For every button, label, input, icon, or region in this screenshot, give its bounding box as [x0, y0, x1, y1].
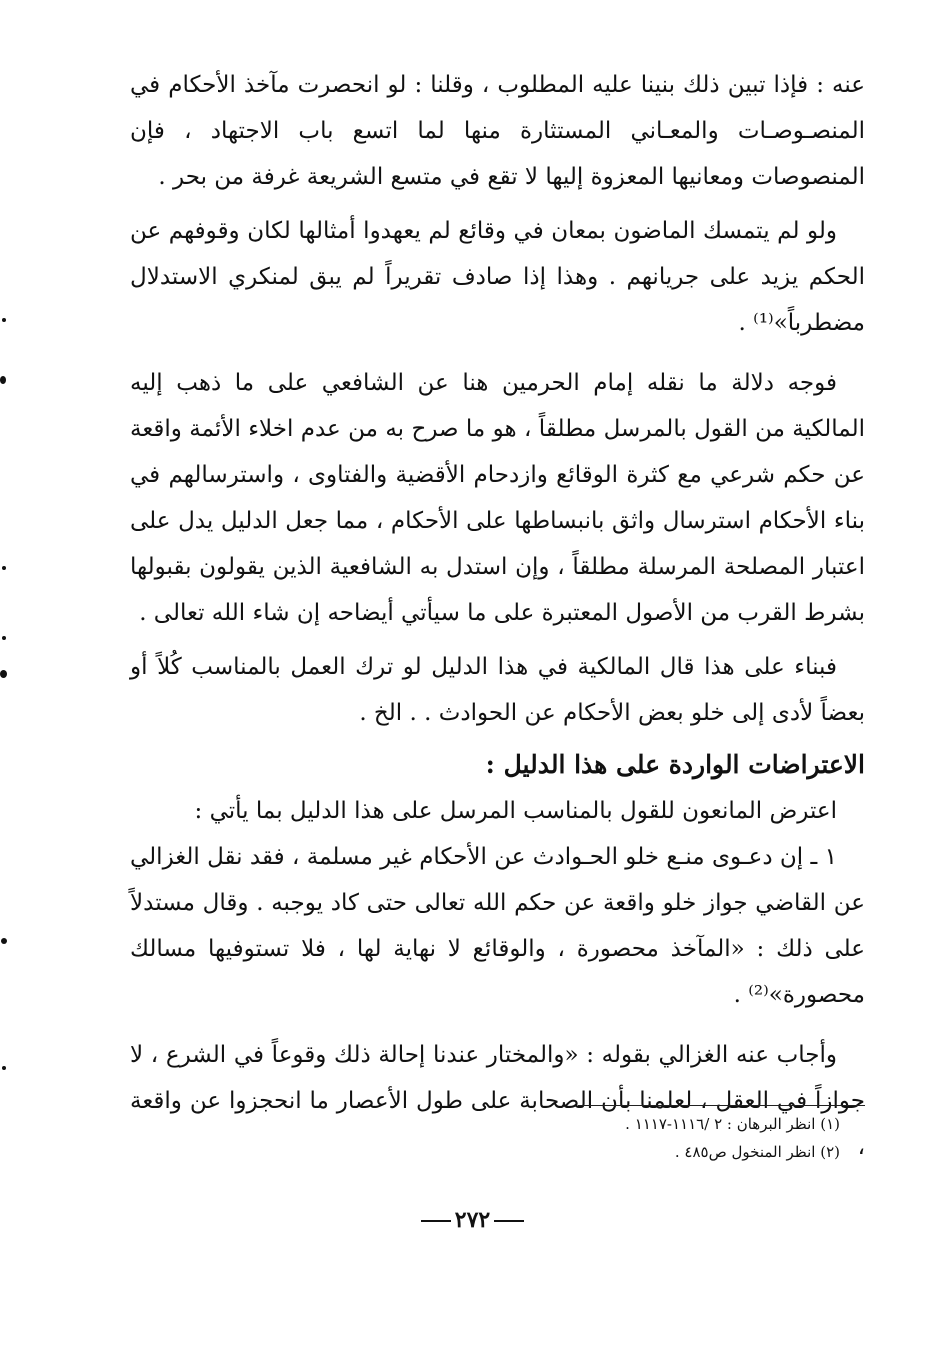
scan-speck: [0, 670, 7, 678]
paragraph-4: فبناء على هذا قال المالكية في هذا الدليل لو ترك العمل بالمناسب كُلاً أو بعضاً لأدى إلى خلو بعض الأحكام عن الحوادث . . الخ .: [130, 654, 865, 726]
scan-speck: [2, 636, 6, 640]
scan-speck: [0, 376, 6, 384]
page-body: [130, 62, 865, 1170]
footnote-rule: [578, 1105, 865, 1106]
paragraph-1: عنه : فإذا تبين ذلك بنينا عليه المطلوب ، وقلنا : لو انحصرت مآخذ الأحكام في المنصـوصـات والمعـاني المستثارة منها لما اتسع باب الاجتهاد ، فإن المنصوصات ومعانيها المعزوة إليها لا تقع في متسع الشريعة غرفة من بحر .: [130, 72, 865, 190]
paragraph-6: ١ ـ إن دعـوى منـع خلو الحـوادث عن الأحكام غير مسلمة ، فقد نقل الغزالي عن القاضي جواز خلو واقعة عن حكم الله تعالى حتى كاد يوجبه . وقال مستدلاً على ذلك : «المآخذ محصورة ، والوقائع لا نهاية لها ، فلا تستوفيها مسالك محصورة»⁽²⁾ .: [130, 844, 865, 1008]
paragraph-7: وأجاب عنه الغزالي بقوله : «والمختار عندنا إحالة ذلك وقوعاً في الشرع ، لا جوازاً في العقل ، لعلمنا بأن الصحابة على طول الأعصار ما انحجزوا عن واقعة ،: [130, 1042, 865, 1160]
footnote-1: (١) انظر البرهان : ٢ /١١١٦-١١١٧ .: [625, 1115, 840, 1133]
paragraph-3: فوجه دلالة ما نقله إمام الحرمين هنا عن الشافعي على ما ذهب إليه المالكية من القول بالمرسل مطلقاً ، هو ما صرح به من عدم اخلاء الأئمة واقعة عن حكم شرعي مع كثرة الوقائع وازدحام الأقضية والفتاوى ، واسترسالهم في بناء الأحكام استرسال واثق بانبساطها على الأحكام ، مما جعل الدليل يدل على اعتبار المصلحة المرسلة مطلقاً ، وإن استدل به الشافعية الذين يقولون بقبولها بشرط القرب من الأصول المعتبرة على ما سيأتي أيضاحه إن شاء الله تعالى .: [130, 370, 865, 626]
section-heading: الاعتراضات الواردة على هذا الدليل :: [485, 750, 865, 779]
footnote-2: (٢) انظر المنخول ص٤٨٥ .: [674, 1143, 840, 1161]
scan-speck: [2, 566, 6, 570]
paragraph-2: ولو لم يتمسك الماضون بمعان في وقائع لم يعهدوا أمثالها لكان وقوفهم عن الحكم يزيد على جريانهم . وهذا إذا صادف تقريراً لم يبق لمنكري الاستدلال مضطرباً»⁽¹⁾ .: [130, 218, 865, 336]
footnotes: [500, 1110, 840, 1166]
scan-speck: [2, 318, 6, 322]
page-number-value: ٢٧٢: [454, 1207, 491, 1233]
page-number-dash-right: [421, 1220, 451, 1222]
page-number: [0, 1207, 945, 1233]
paragraph-5: اعترض المانعون للقول بالمناسب المرسل على هذا الدليل بما يأتي :: [194, 798, 837, 824]
scan-speck: [2, 1066, 6, 1070]
page-number-dash-left: [494, 1220, 524, 1222]
scan-speck: [1, 938, 7, 944]
